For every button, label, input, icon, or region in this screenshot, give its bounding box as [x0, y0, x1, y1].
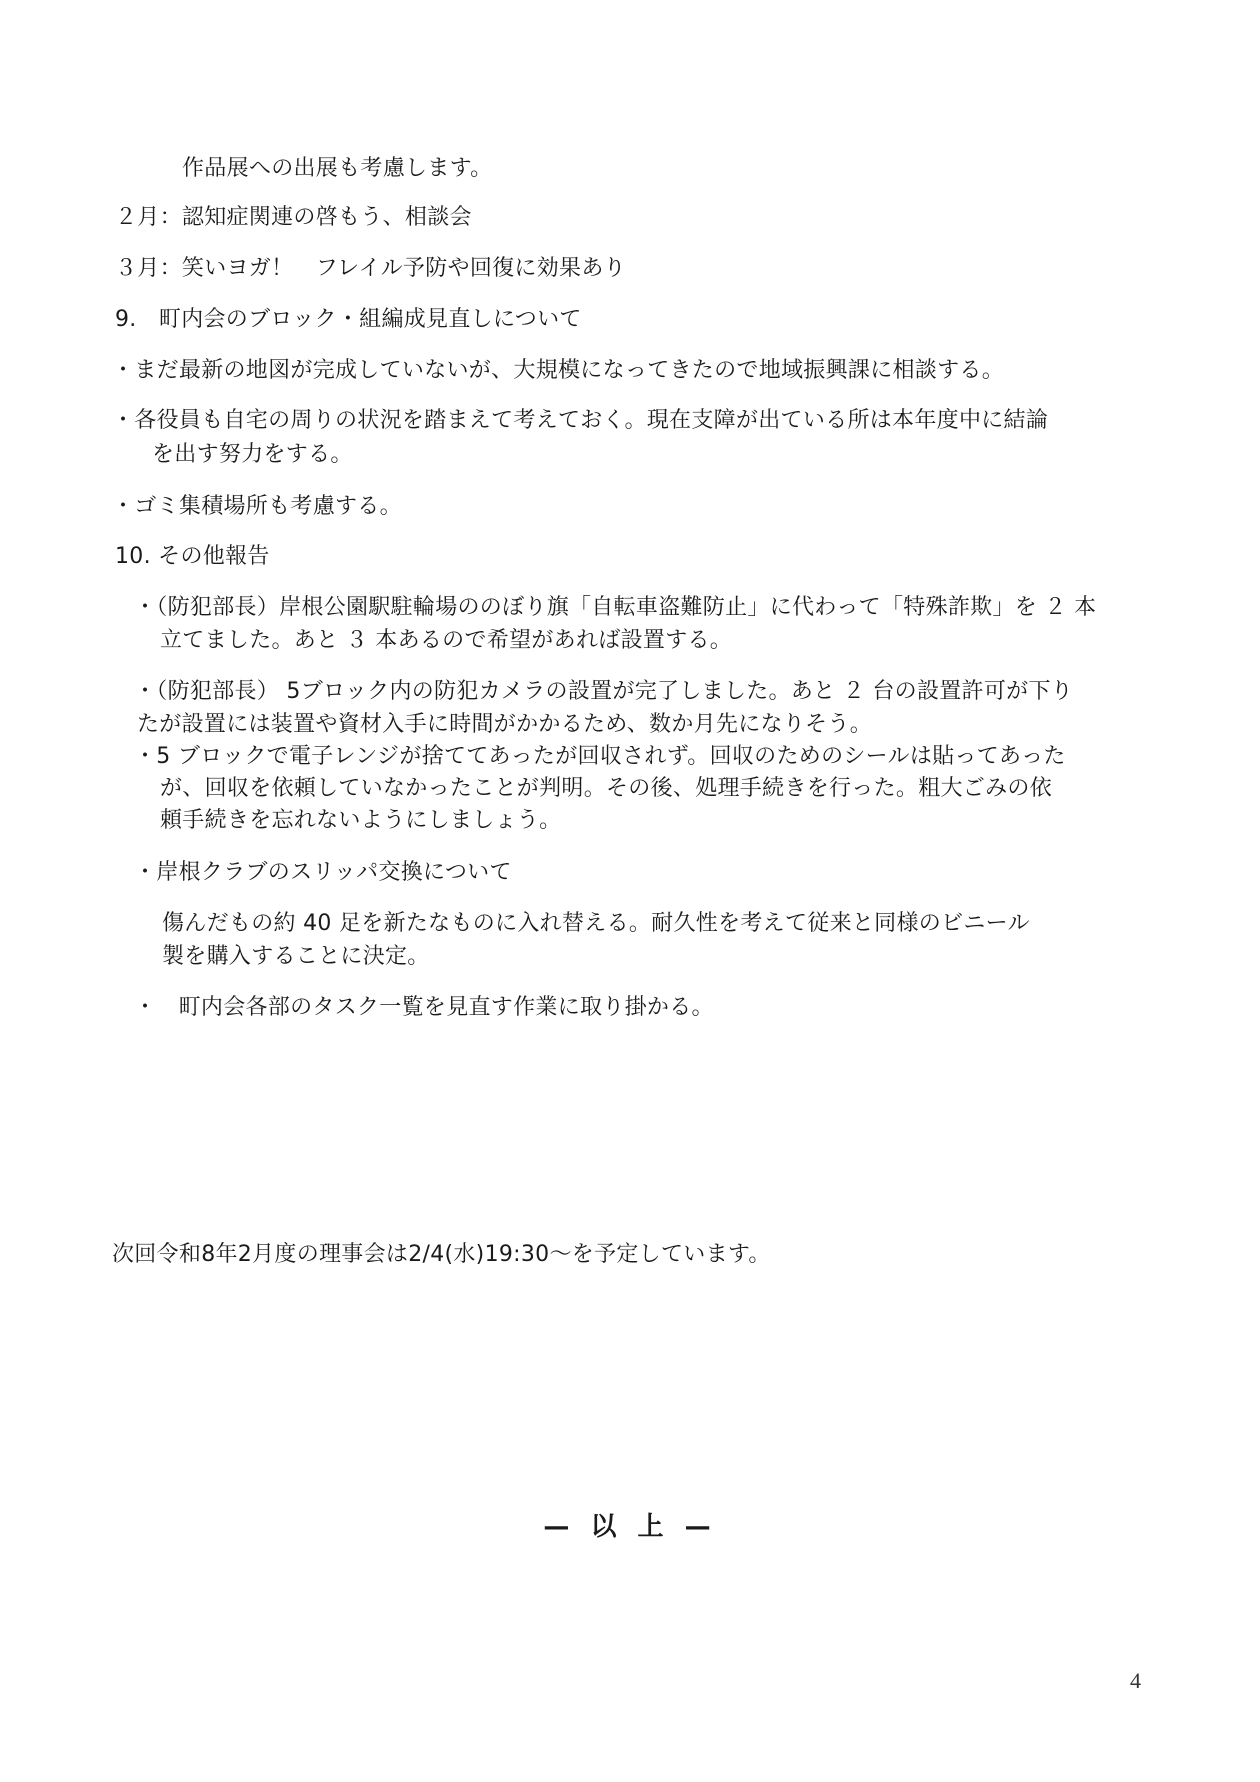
text-line: ・まだ最新の地図が完成していないが、大規模になってきたので地域振興課に相談する。 — [112, 358, 1005, 383]
text-line: 傷んだもの約 40 足を新たなものに入れ替える。耐久性を考えて従来と同様のビニール — [162, 911, 1030, 936]
text-line: ２月：認知症関連の啓もう、相談会 — [115, 205, 472, 230]
text-line: ・5 ブロックで電子レンジが捨ててあったが回収されず。回収のためのシールは貼ってあった — [134, 744, 1066, 769]
text-line: を出す努力をする。 — [152, 442, 353, 467]
text-line: ・岸根クラブのスリッパ交換について — [134, 860, 512, 885]
text-line: ・各役員も自宅の周りの状況を踏まえて考えておく。現在支障が出ている所は本年度中に結論 — [112, 408, 1049, 433]
text-line: が、回収を依頼していなかったことが判明。その後、処理手続きを行った。粗大ごみの依 — [160, 776, 1053, 801]
closing-mark: — 以 上 — — [543, 1512, 717, 1542]
text-line: 立てました。あと ３ 本あるので希望があれば設置する。 — [160, 628, 733, 653]
text-line: 頼手続きを忘れないようにしましょう。 — [160, 808, 562, 833]
text-line: 作品展への出展も考慮します。 — [182, 156, 493, 181]
text-line: 10. その他報告 — [115, 544, 270, 569]
page-number: 4 — [1130, 1668, 1141, 1693]
text-line: たが設置には装置や資材入手に時間がかかるため、数か月先になりそう。 — [137, 712, 873, 737]
text-line: 9. 町内会のブロック・組編成見直しについて — [115, 307, 582, 332]
text-line: ・ゴミ集積場所も考慮する。 — [112, 494, 402, 519]
text-line: 製を購入することに決定。 — [162, 944, 430, 969]
text-line: ・（防犯部長）岸根公園駅駐輪場ののぼり旗「自転車盗難防止」に代わって「特殊詐欺」を ２ 本 — [134, 595, 1097, 620]
text-line: ３月：笑いヨガ！ フレイル予防や回復に効果あり — [115, 256, 626, 281]
next-meeting-notice: 次回令和8年2月度の理事会は2/4(水)19:30～を予定しています。 — [112, 1242, 771, 1267]
text-line: ・（防犯部長） 5ブロック内の防犯カメラの設置が完了しました。あと ２ 台の設置許可が下り — [134, 679, 1074, 704]
text-line: ・ 町内会各部のタスク一覧を見直す作業に取り掛かる。 — [134, 995, 714, 1020]
